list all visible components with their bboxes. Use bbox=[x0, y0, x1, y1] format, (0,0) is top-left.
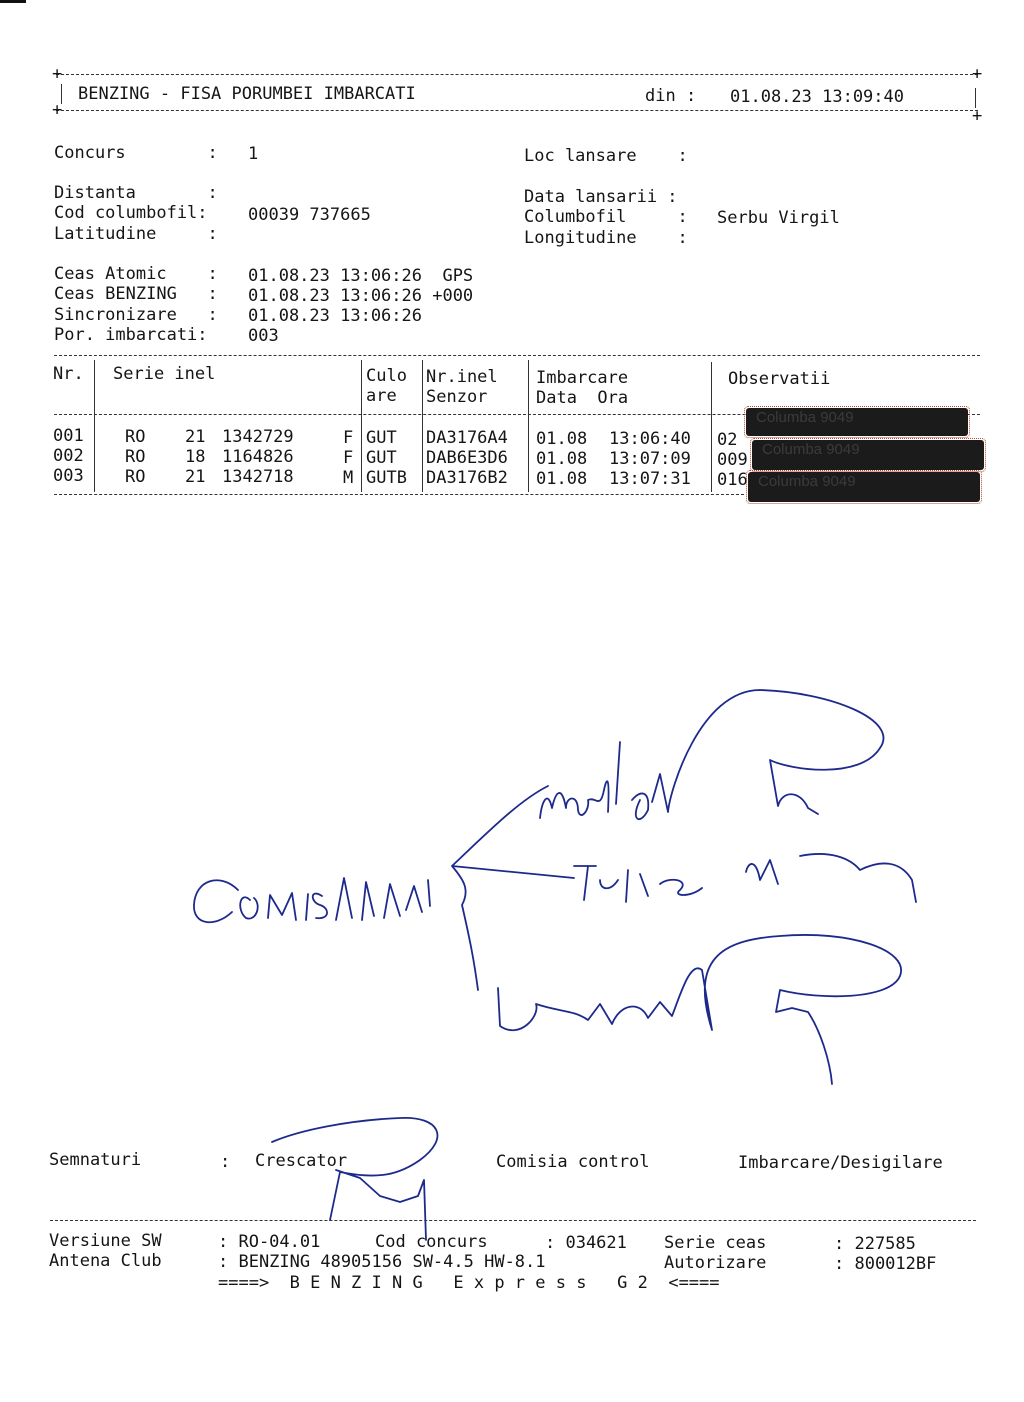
signature-3 bbox=[498, 935, 901, 1084]
sincronizare-label: Sincronizare : bbox=[54, 305, 218, 325]
cell-ring: 1164826 bbox=[222, 447, 294, 467]
th-observatii: Observatii bbox=[728, 369, 831, 389]
th-imbarcare-2: Data Ora bbox=[536, 388, 629, 408]
concurs-value: 1 bbox=[248, 144, 259, 164]
cell-sex: F bbox=[343, 428, 354, 448]
cell-country: RO bbox=[125, 427, 146, 447]
semnaturi-colon: : bbox=[220, 1152, 231, 1172]
ceas-benzing-value: 01.08.23 13:06:26 +000 bbox=[248, 286, 474, 306]
ceas-atomic-value: 01.08.23 13:06:26 GPS bbox=[248, 266, 474, 286]
cell-nr: 001 bbox=[53, 426, 84, 446]
sincronizare-value: 01.08.23 13:06:26 bbox=[248, 306, 422, 326]
cod-columbofil-label: Cod columbofil: bbox=[54, 203, 208, 223]
por-imbarcati-value: 003 bbox=[248, 326, 279, 346]
signature-2 bbox=[574, 854, 916, 902]
cell-nr: 002 bbox=[53, 446, 84, 466]
cell-ring: 1342718 bbox=[222, 467, 294, 487]
cod-concurs-value: : 034621 bbox=[545, 1233, 627, 1253]
concurs-label: Concurs : bbox=[54, 143, 218, 163]
cell-year: 21 bbox=[185, 427, 206, 447]
columbofil-value: Serbu Virgil bbox=[717, 208, 840, 228]
header-top-plus-left: + bbox=[52, 64, 63, 84]
th-imbarcare-1: Imbarcare bbox=[536, 368, 629, 388]
handwritten-comisia bbox=[194, 878, 430, 922]
cell-sex: M bbox=[343, 468, 354, 488]
por-imbarcati-label: Por. imbarcati: bbox=[54, 325, 208, 345]
antena-club-label: Antena Club bbox=[49, 1251, 162, 1271]
versiune-sw-value: : RO-04.01 bbox=[218, 1232, 321, 1252]
th-culoare-2: are bbox=[366, 386, 397, 406]
cell-nr: 003 bbox=[53, 466, 84, 486]
th-nrinel-2: Senzor bbox=[426, 387, 488, 407]
cell-obs: 02 bbox=[717, 430, 738, 450]
cell-date: 01.08 bbox=[536, 469, 588, 489]
th-nrinel-1: Nr.inel bbox=[426, 367, 498, 387]
benzing-express-banner: ====> B E N Z I N G E x p r e s s G 2 <==== bbox=[218, 1273, 720, 1293]
cell-sensor: DAB6E3D6 bbox=[426, 448, 508, 468]
comisia-brace bbox=[452, 786, 574, 990]
crescator-label: Crescator bbox=[255, 1151, 348, 1171]
semnaturi-label: Semnaturi bbox=[49, 1150, 142, 1170]
cell-date: 01.08 bbox=[536, 429, 588, 449]
cell-sex: F bbox=[343, 448, 354, 468]
th-culoare-1: Culo bbox=[366, 366, 407, 386]
ceas-benzing-label: Ceas BENZING : bbox=[54, 284, 218, 304]
versiune-sw-label: Versiune SW bbox=[49, 1231, 162, 1251]
cell-date: 01.08 bbox=[536, 449, 588, 469]
cell-color: GUT bbox=[366, 428, 397, 448]
imbarcare-desigilare-label: Imbarcare/Desigilare bbox=[738, 1153, 943, 1173]
cell-color: GUTB bbox=[366, 468, 407, 488]
redacted-text: Columba 9049 bbox=[758, 473, 856, 490]
header-bottom-plus-left: + bbox=[52, 100, 63, 120]
redacted-text: Columba 9049 bbox=[762, 441, 860, 458]
autorizare-value: : 800012BF bbox=[834, 1254, 937, 1274]
ceas-atomic-label: Ceas Atomic : bbox=[54, 264, 218, 284]
serie-ceas-label: Serie ceas bbox=[664, 1233, 767, 1253]
autorizare-label: Autorizare bbox=[664, 1253, 767, 1273]
data-lansarii-label: Data lansarii : bbox=[524, 187, 678, 207]
cell-sensor: DA3176B2 bbox=[426, 468, 508, 488]
header-top-plus-right: + bbox=[972, 64, 983, 84]
th-serie-inel: Serie inel bbox=[113, 364, 216, 384]
redacted-text: Columba 9049 bbox=[756, 409, 854, 426]
cell-color: GUT bbox=[366, 448, 397, 468]
signature-1 bbox=[540, 690, 883, 819]
antena-club-value: : BENZING 48905156 SW-4.5 HW-8.1 bbox=[218, 1252, 546, 1272]
loc-lansare-label: Loc lansare : bbox=[524, 146, 688, 166]
cod-concurs-label: Cod concurs bbox=[375, 1232, 488, 1252]
cell-time: 13:06:40 bbox=[609, 429, 691, 449]
cell-time: 13:07:31 bbox=[609, 469, 691, 489]
footer-rule bbox=[50, 1220, 976, 1221]
latitudine-label: Latitudine : bbox=[54, 224, 218, 244]
comisia-control-label: Comisia control bbox=[496, 1152, 650, 1172]
cell-sensor: DA3176A4 bbox=[426, 428, 508, 448]
cell-country: RO bbox=[125, 447, 146, 467]
header-din-label: din : bbox=[645, 86, 697, 106]
distanta-label: Distanta : bbox=[54, 183, 218, 203]
cell-time: 13:07:09 bbox=[609, 449, 691, 469]
longitudine-label: Longitudine : bbox=[524, 228, 688, 248]
cell-year: 18 bbox=[185, 447, 206, 467]
header-datetime: 01.08.23 13:09:40 bbox=[730, 87, 904, 107]
document-title: BENZING - FISA PORUMBEI IMBARCATI bbox=[78, 84, 416, 104]
columbofil-label: Columbofil : bbox=[524, 207, 688, 227]
cod-columbofil-value: 00039 737665 bbox=[248, 205, 371, 225]
cell-country: RO bbox=[125, 467, 146, 487]
header-bottom-plus-right: + bbox=[972, 106, 983, 126]
crescator-signature bbox=[272, 1118, 437, 1240]
cell-obs: 009 bbox=[717, 450, 748, 470]
serie-ceas-value: : 227585 bbox=[834, 1234, 916, 1254]
cell-obs: 016 bbox=[717, 470, 748, 490]
cell-year: 21 bbox=[185, 467, 206, 487]
cell-ring: 1342729 bbox=[222, 427, 294, 447]
th-nr: Nr. bbox=[53, 364, 84, 384]
